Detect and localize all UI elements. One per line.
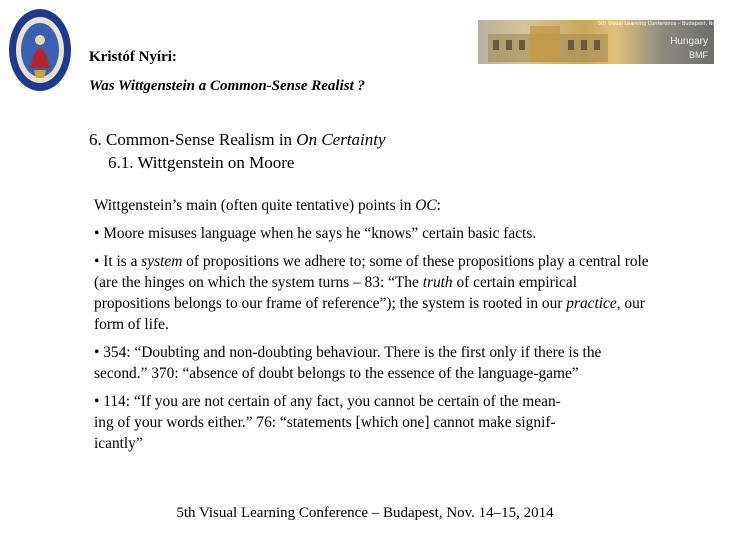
point-4-line-2: ing of your words either.” 76: “statements [which one] cannot make signif- <box>94 414 556 431</box>
intro-paragraph <box>94 195 654 216</box>
point-2-truth: truth <box>422 274 453 291</box>
point-2-practice: practice <box>566 295 617 312</box>
academy-seal-logo <box>8 8 72 92</box>
intro-colon: : <box>436 197 441 214</box>
slide-body <box>94 195 654 461</box>
university-banner-logo <box>478 20 752 64</box>
banner-caption: 5th Visual Learning Conference – Budapest, Nov. 14–15, 2014 <box>598 21 752 27</box>
section-heading-italic: On Certainty <box>296 130 386 149</box>
talk-title: Was Wittgenstein a Common-Sense Realist ? <box>89 78 366 94</box>
banner-org: BMF <box>689 50 708 60</box>
point-4-line-1: • 114: “If you are not certain of any fact, you cannot be certain of the mean- <box>94 393 561 410</box>
intro-oc: OC <box>415 197 437 214</box>
point-4-line-3: icantly” <box>94 435 143 452</box>
point-2-system: system <box>141 253 183 270</box>
slide-footer: 5th Visual Learning Conference – Budapest, Nov. 14–15, 2014 <box>176 505 554 521</box>
intro-text: Wittgenstein’s main (often quite tentative) points in <box>94 197 416 214</box>
section-heading-text: 6. Common-Sense Realism in <box>89 130 297 149</box>
author-name: Kristóf Nyíri: <box>89 49 177 65</box>
point-2-text-b: of propositions we adhere to; some of these propositions play a central role (are the hinges on which the system turns – 83: “The <box>94 253 649 291</box>
point-4 <box>94 391 654 454</box>
point-2-text-d: , our form of life. <box>94 295 645 333</box>
point-2-text-c: of certain empirical propositions belongs to our frame of reference”); the system is rooted in our <box>94 274 577 312</box>
point-3: • 354: “Doubting and non-doubting behaviour. There is the first only if there is the second.” 370: “absence of doubt belongs to the essence of the language-game” <box>94 344 602 382</box>
point-2 <box>94 251 654 335</box>
point-2-text-a: • It is a <box>94 253 142 270</box>
point-1: • Moore misuses language when he says he “knows” certain basic facts. <box>94 225 537 242</box>
banner-country: Hungary <box>670 36 708 47</box>
section-heading <box>89 130 386 150</box>
subsection-heading: 6.1. Wittgenstein on Moore <box>108 153 295 172</box>
